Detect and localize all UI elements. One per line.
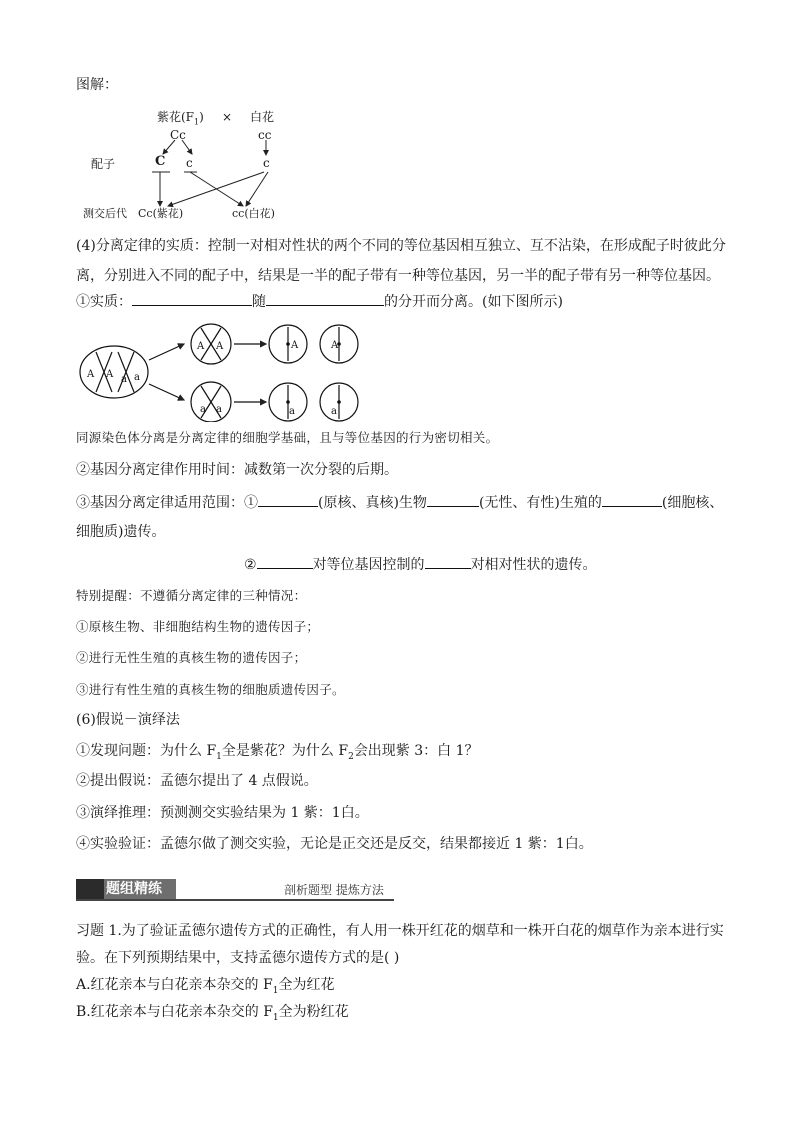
- cella-allele-2: a: [216, 404, 222, 415]
- gamete-c1: c: [186, 156, 193, 170]
- scope-item2: ② 对等位基因控制的 对相对性状的遗传。: [244, 554, 597, 575]
- essence-line: ①实质： 随 的分开而分离。(如下图所示): [76, 291, 563, 312]
- offspring-purple: Cc(紫花): [138, 207, 184, 220]
- hypo-title: (6)假说－演绎法: [76, 712, 180, 728]
- gameteA-2-allele: A: [331, 340, 339, 351]
- parent1-label: 紫花$(F_1)$: [157, 110, 204, 127]
- hypo-item1: ①发现问题：为什么 $F_1$全是紫花？为什么 $F_2$会出现紫 3：白 1？: [76, 743, 479, 762]
- scope-line1: ③基因分离定律适用范围：① (原核、真核)生物 (无性、有性)生殖的 (细胞核、: [76, 492, 723, 513]
- gamete-c2: c: [263, 156, 270, 170]
- option-B[interactable]: B.红花亲本与白花亲本杂交的 $F_1$全为粉红花: [76, 1004, 349, 1023]
- gameteA-1-allele: A: [291, 340, 299, 351]
- para4-line1: (4)分离定律的实质：控制一对相对性状的两个不同的等位基因相互独立、互不沾染，在形成配子时彼此分: [76, 238, 726, 254]
- gametea-1-allele: a: [289, 406, 295, 417]
- cross-arrows: [0, 0, 300, 230]
- timing-line: ②基因分离定律作用时间：减数第一次分裂的后期。: [76, 462, 398, 478]
- cell-allele-A2: A: [106, 369, 114, 380]
- cell-allele-A1: A: [87, 369, 95, 380]
- essence-blank-1[interactable]: [132, 291, 252, 306]
- parent2-label: 白花: [250, 110, 275, 124]
- diagram-title: 图解：: [76, 77, 118, 93]
- section-header: [76, 879, 394, 901]
- gametea-2-allele: a: [331, 406, 337, 417]
- question-line2: 验。在下列预期结果中，支持孟德尔遗传方式的是( ): [76, 950, 400, 966]
- tips-title: 特别提醒：不遵循分离定律的三种情况：: [76, 588, 307, 603]
- offspring-row-label: 测交后代: [83, 207, 127, 220]
- tips-item2: ②进行无性生殖的真核生物的遗传因子；: [76, 650, 307, 665]
- parent1-genotype: Cc: [170, 128, 186, 142]
- cell-allele-a1: a: [121, 374, 127, 385]
- cella-allele-1: a: [200, 404, 206, 415]
- hypo-item3: ③演绎推理：预测测交实验结果为 1 紫：1白。: [76, 805, 369, 821]
- parent2-genotype: cc: [258, 128, 272, 142]
- option-A[interactable]: A.红花亲本与白花亲本杂交的 $F_1$全为红花: [76, 977, 335, 996]
- scope-blank-5[interactable]: [425, 554, 471, 569]
- offspring-white: cc(白花): [232, 207, 275, 220]
- hypo-item2: ②提出假说：孟德尔提出了 4 点假说。: [76, 773, 318, 789]
- cellA-allele-2: A: [216, 341, 224, 352]
- cellA-allele-1: A: [197, 341, 205, 352]
- essence-blank-2[interactable]: [266, 291, 384, 306]
- hypo-item4: ④实验验证：孟德尔做了测交实验，无论是正交还是反交，结果都接近 1 紫：1白。: [76, 836, 593, 852]
- question-line1: 习题 1.为了验证孟德尔遗传方式的正确性，有人用一株开红花的烟草和一株开白花的烟草作为亲本进行实: [76, 923, 724, 939]
- tips-item3: ③进行有性生殖的真核生物的细胞质遗传因子。: [76, 682, 345, 697]
- cell-allele-a2: a: [134, 372, 140, 383]
- tips-item1: ①原核生物、非细胞结构生物的遗传因子；: [76, 619, 320, 634]
- scope-blank-3[interactable]: [602, 492, 662, 507]
- gamete-C: C: [155, 154, 166, 169]
- section-title: 题组精练: [106, 881, 162, 897]
- section-subtitle: 剖析题型 提炼方法: [284, 883, 384, 897]
- gamete-row-label: 配子: [91, 157, 116, 171]
- cell-caption: 同源染色体分离是分离定律的细胞学基础，且与等位基因的行为密切相关。: [76, 430, 499, 445]
- scope-blank-2[interactable]: [427, 492, 479, 507]
- section-underline: [76, 899, 394, 901]
- scope-blank-4[interactable]: [257, 554, 313, 569]
- para4-line2: 离，分别进入不同的配子中，结果是一半的配子带有一种等位基因，另一半的配子带有另一种等位基因。: [76, 268, 720, 284]
- section-header-tab: [76, 879, 104, 899]
- scope-blank-1[interactable]: [258, 492, 318, 507]
- cross-symbol: ×: [222, 110, 233, 124]
- scope-line2: 细胞质)遗传。: [76, 524, 166, 540]
- chromosome-segregation-diagram: [76, 322, 376, 422]
